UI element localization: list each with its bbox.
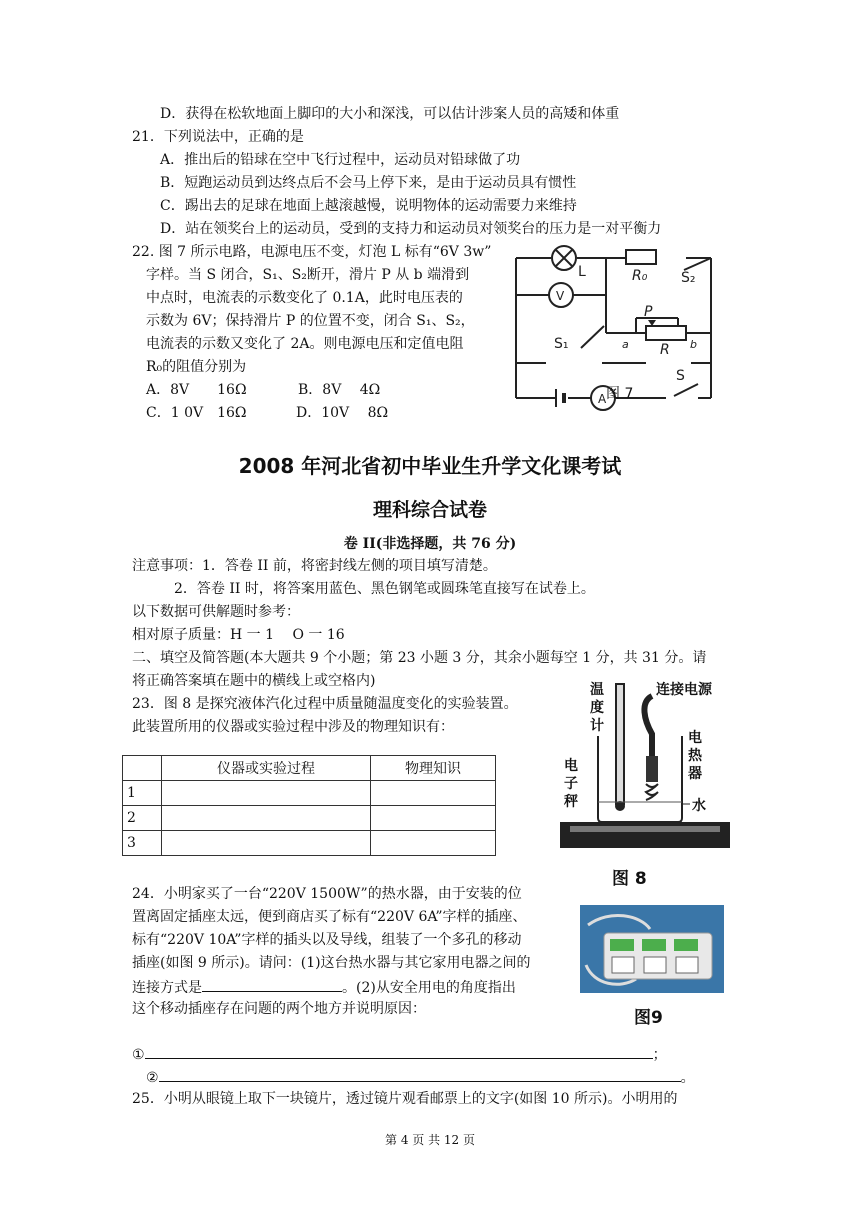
reference-intro: 以下数据可供解题时参考： <box>132 604 300 620</box>
q21-option-c: C．踢出去的足球在地面上越滚越慢，说明物体的运动需要力来维持 <box>160 198 577 214</box>
atomic-mass: 相对原子质量：H 一 1 O 一 16 <box>132 627 345 643</box>
part2-heading-line1: 二、填空及简答题(本大题共 9 个小题；第 23 小题 3 分，其余小题每空 1 分，共 31 分。请 <box>132 650 707 666</box>
power-strip-photo-fig9 <box>580 905 724 993</box>
row-number: 3 <box>123 831 162 856</box>
q24-line5 <box>132 976 516 998</box>
heater-cable <box>644 696 652 756</box>
q25-line1: 25．小明从眼镜上取下一块镜片，透过镜片观看邮票上的文字(如图 10 所示)。小明用的 <box>132 1091 678 1107</box>
q24-line3: 标有“220V 10A”字样的插头以及导线，组装了一个多孔的移动 <box>132 932 522 948</box>
q22-line6: R₀的阻值分别为 <box>146 359 247 375</box>
q24-answer-line-1: ① ； <box>132 1043 667 1065</box>
q22-line1: 22. 图 7 所示电路，电源电压不变，灯泡 L 标有“6V 3w” <box>132 244 492 260</box>
q24-line5-end: 。(2)从安全用电的角度指出 <box>342 980 516 996</box>
part2-heading-line2: 将正确答案填在题中的横线上或空格内) <box>132 673 376 689</box>
answer-cell[interactable] <box>371 831 496 856</box>
socket-icon <box>676 957 698 973</box>
label-s2: S₂ <box>681 270 696 286</box>
apparatus-figure-fig8 <box>556 676 736 856</box>
label-l: L <box>578 264 586 280</box>
label-s: S <box>676 368 685 384</box>
label-v: V <box>556 289 565 303</box>
thermometer-shape <box>616 684 624 804</box>
svg-text:度: 度 <box>590 700 604 716</box>
answer-cell[interactable] <box>371 806 496 831</box>
heater-body <box>646 756 658 782</box>
q24-line4: 插座(如图 9 所示)。请问：(1)这台热水器与其它家用电器之间的 <box>132 955 531 971</box>
electronic-scale <box>560 822 730 848</box>
q24-line1: 24．小明家买了一台“220V 1500W”的热水器，由于安装的位 <box>132 886 522 902</box>
answer-marker-1: ① <box>132 1047 145 1063</box>
note-2: 2．答卷 II 时，将答案用蓝色、黑色钢笔或圆珠笔直接写在试卷上。 <box>174 581 595 597</box>
table-header-cell <box>123 756 162 781</box>
q24-line5-start: 连接方式是 <box>132 980 202 996</box>
note-1: 注意事项：1．答卷 II 前，将密封线左侧的项目填写清楚。 <box>132 558 497 574</box>
svg-text:器: 器 <box>688 766 702 782</box>
q22-line3: 中点时，电流表的示数变化了 0.1A，此时电压表的 <box>146 290 463 306</box>
label-thermometer: 温 <box>590 682 604 698</box>
answer-cell[interactable] <box>162 781 371 806</box>
q23-line2: 此装置所用的仪器或实验过程中涉及的物理知识有： <box>132 719 454 735</box>
exam-subtitle: 理科综合试卷 <box>372 499 487 521</box>
q21-option-d: D．站在领奖台上的运动员，受到的支持力和运动员对领奖台的压力是一对平衡力 <box>160 221 662 237</box>
socket-icon <box>612 957 634 973</box>
fig9-caption: 图9 <box>634 1008 663 1028</box>
q22-line2: 字样。当 S 闭合，S₁、S₂断开，滑片 P 从 b 端滑到 <box>146 267 470 283</box>
page-number: 第 4 页 共 12 页 <box>385 1133 475 1147</box>
beaker <box>598 736 682 822</box>
section-heading: 卷 II(非选择题，共 76 分) <box>343 536 517 552</box>
q23-answer-table <box>122 755 496 856</box>
q24-answer-line-2: ② 。 <box>146 1066 695 1088</box>
label-r0: R₀ <box>632 268 648 284</box>
q24-line2: 置离固定插座太远，便到商店买了标有“220V 6A”字样的插座、 <box>132 909 527 925</box>
svg-text:子: 子 <box>564 776 578 792</box>
label-power: 连接电源 <box>656 682 712 698</box>
answer-cell[interactable] <box>162 806 371 831</box>
table-row <box>123 831 496 856</box>
q21-stem: 21．下列说法中，正确的是 <box>132 129 304 145</box>
table-row <box>123 781 496 806</box>
label-a: a <box>622 338 629 351</box>
q23-line1: 23．图 8 是探究液体汽化过程中质量随温度变化的实验装置。 <box>132 696 518 712</box>
q22-option-d: D．10V 8Ω <box>296 405 389 421</box>
socket-icon <box>644 957 666 973</box>
answer-marker-2: ② <box>146 1070 159 1086</box>
label-p: P <box>644 304 653 320</box>
svg-text:计: 计 <box>590 718 604 734</box>
switch-icon <box>610 939 634 951</box>
label-b: b <box>690 338 697 351</box>
label-scale: 电 <box>564 758 578 774</box>
svg-text:热: 热 <box>688 748 702 764</box>
q21-option-a: A．推出后的铅球在空中飞行过程中，运动员对铅球做了功 <box>160 152 521 168</box>
label-s1: S₁ <box>554 336 569 352</box>
label-heater: 电 <box>688 730 702 746</box>
switch-icon <box>674 939 698 951</box>
fig8-caption: 图 8 <box>612 869 647 889</box>
table-row <box>123 806 496 831</box>
svg-text:秤: 秤 <box>564 794 578 810</box>
label-water: 水 <box>692 798 706 814</box>
label-ammeter: A <box>598 392 607 406</box>
connection-answer-blank[interactable] <box>202 976 342 992</box>
table-header-row <box>123 756 496 781</box>
q22-line5: 电流表的示数又变化了 2A。则电源电压和定值电阻 <box>146 336 464 352</box>
answer-blank-1[interactable] <box>145 1043 653 1059</box>
table-header-cell: 仪器或实验过程 <box>162 756 371 781</box>
label-r: R <box>660 342 670 358</box>
answer-cell[interactable] <box>162 831 371 856</box>
q24-line6: 这个移动插座存在问题的两个地方并说明原因： <box>132 1001 426 1017</box>
q22-option-b: B．8V 4Ω <box>298 382 381 398</box>
lamp-symbol <box>552 246 576 270</box>
row-number: 2 <box>123 806 162 831</box>
rheostat-r <box>646 326 686 340</box>
answer-blank-2[interactable] <box>159 1066 681 1082</box>
resistor-r0 <box>626 250 656 264</box>
exam-title: 2008 年河北省初中毕业生升学文化课考试 <box>238 454 622 478</box>
answer-cell[interactable] <box>371 781 496 806</box>
fig7-caption: 图 7 <box>606 386 634 402</box>
q22-option-c: C．1 0V 16Ω <box>146 405 247 421</box>
table-header-cell: 物理知识 <box>371 756 496 781</box>
q22-line4: 示数为 6V；保持滑片 P 的位置不变，闭合 S₁、S₂， <box>146 313 475 329</box>
q22-option-a: A．8V 16Ω <box>146 382 247 398</box>
switch-icon <box>642 939 666 951</box>
row-number: 1 <box>123 781 162 806</box>
q20-option-d: D．获得在松软地面上脚印的大小和深浅，可以估计涉案人员的高矮和体重 <box>160 106 620 122</box>
q21-option-b: B．短跑运动员到达终点后不会马上停下来，是由于运动员具有惯性 <box>160 175 577 191</box>
